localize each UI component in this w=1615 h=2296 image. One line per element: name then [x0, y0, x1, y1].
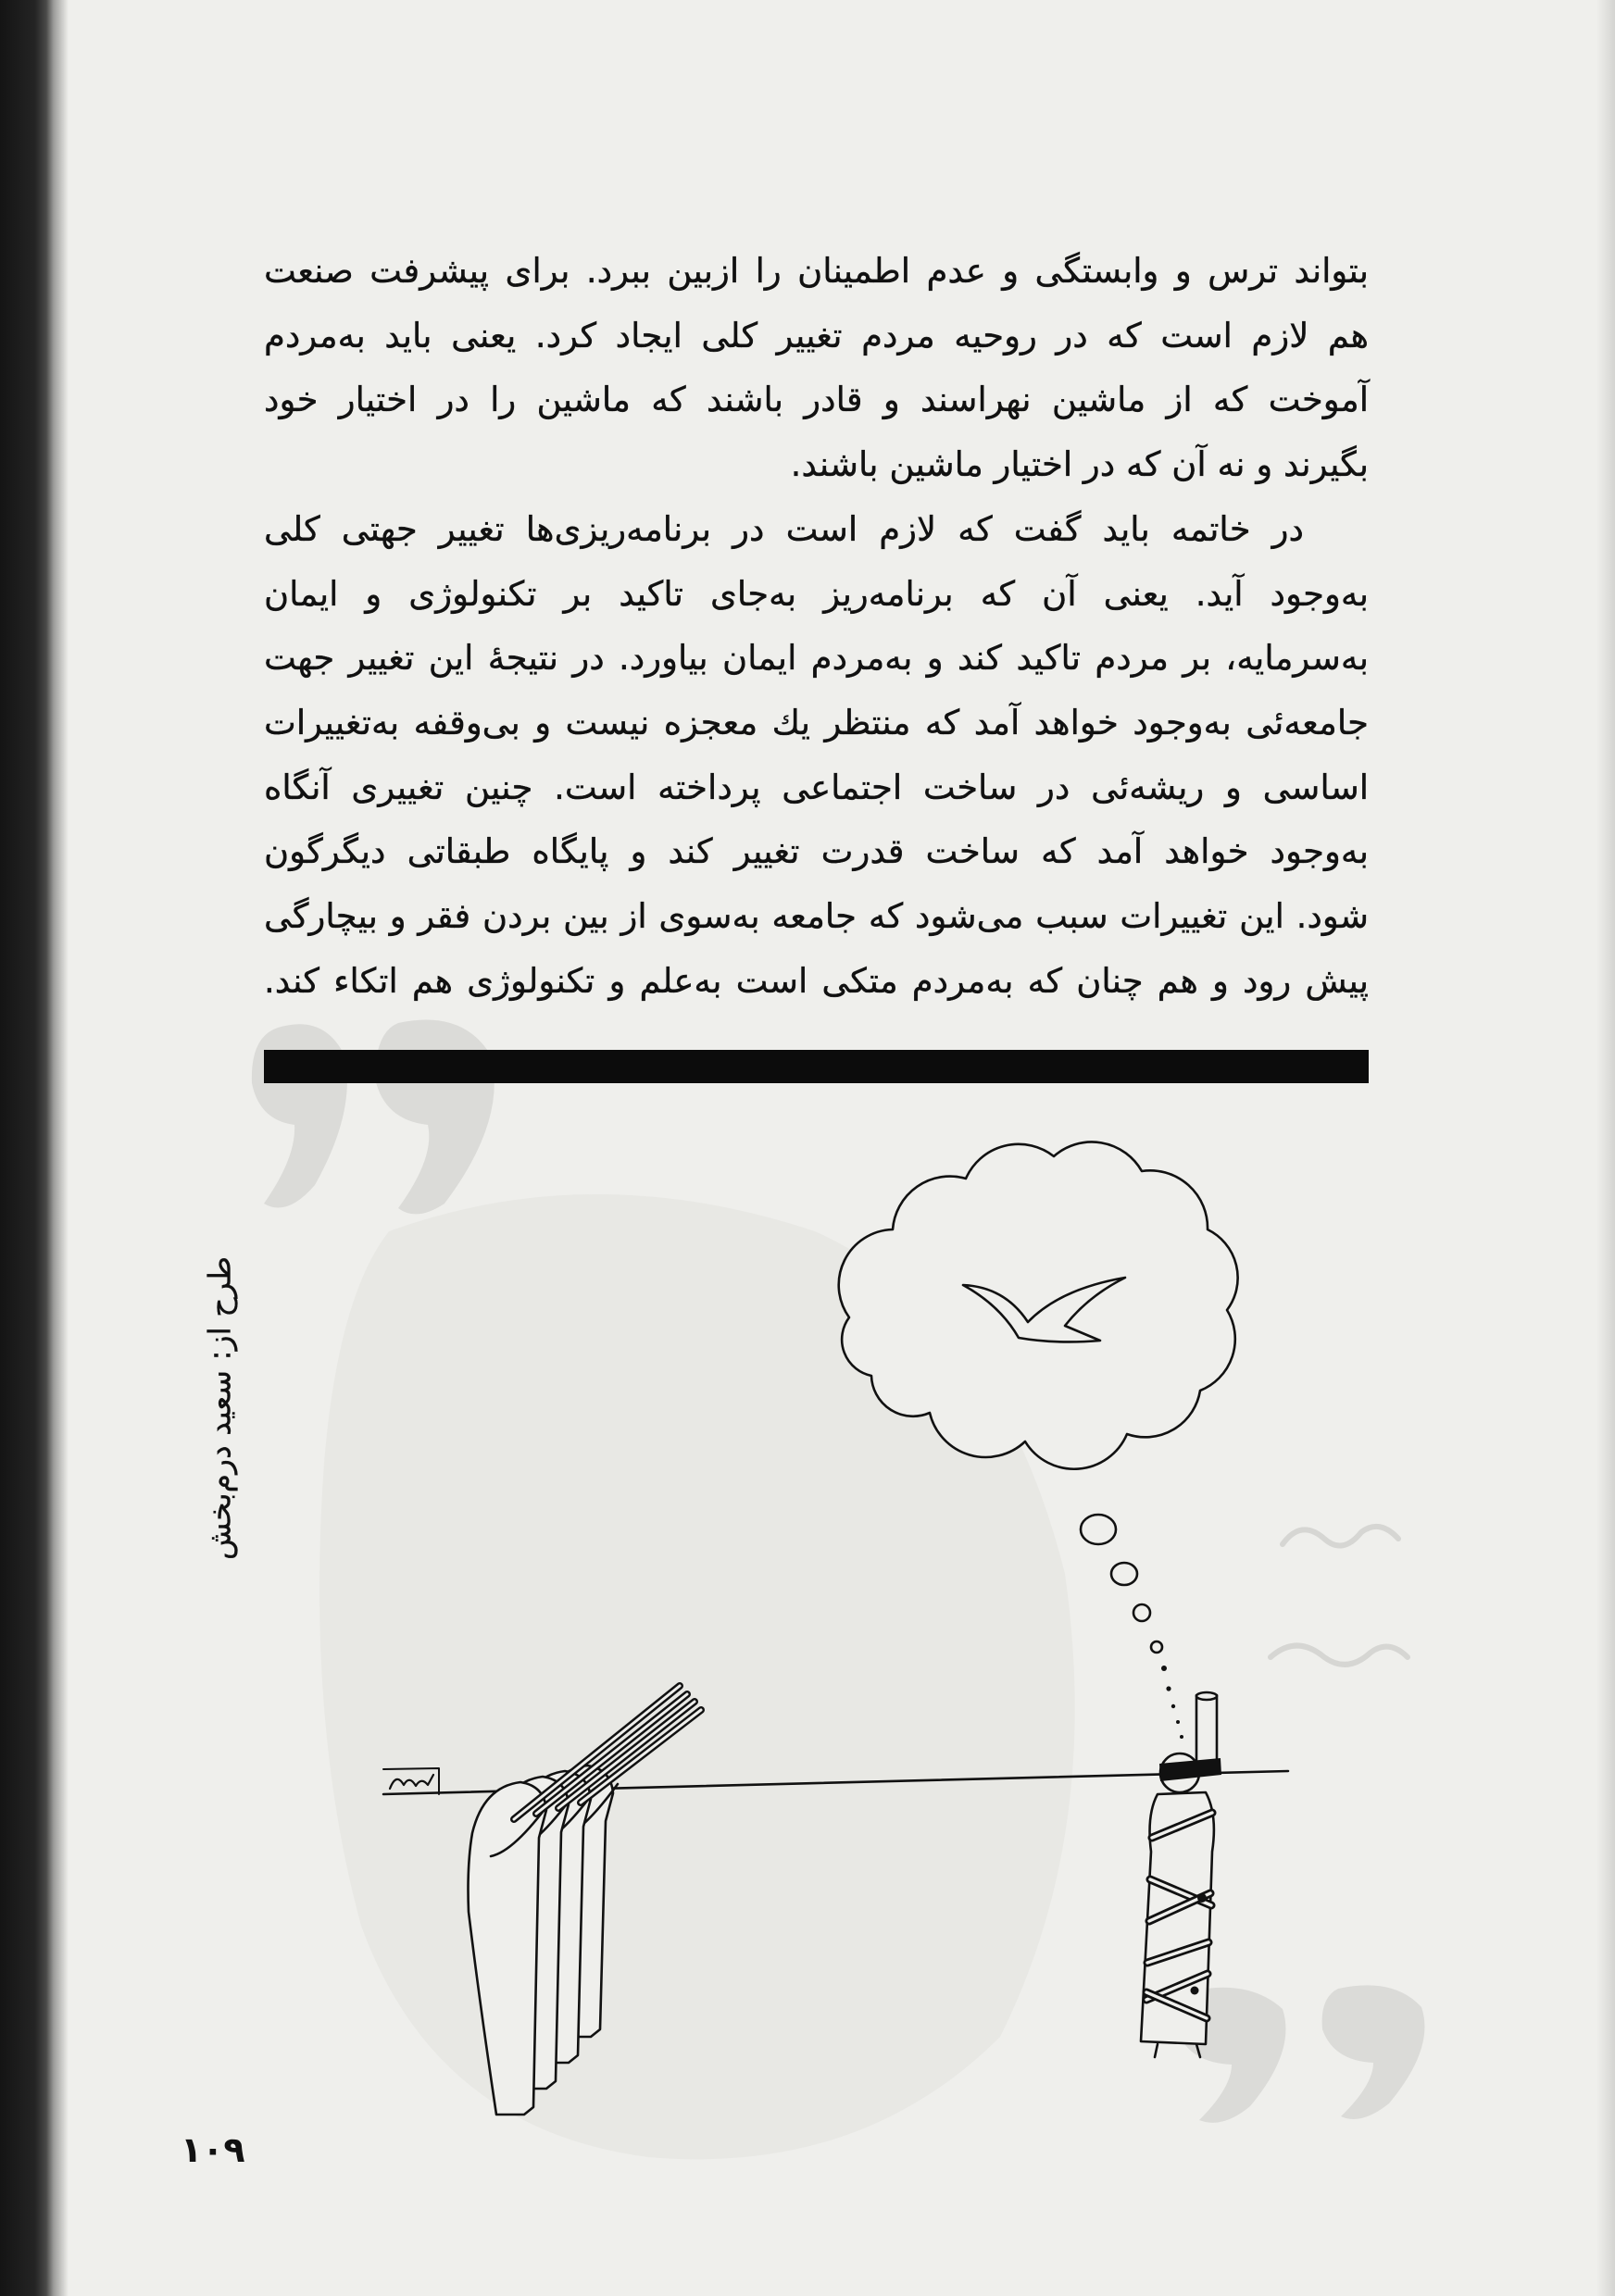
text-line: در خاتمه باید گفت که لازم است در برنامه‌ریزی‌ها تغییر جهتی کلی	[264, 508, 1304, 549]
text-line: به‌سرمایه، بر مردم تاکید کند و به‌مردم ایمان بیاورد. در نتیجهٔ این تغییر جهت	[264, 638, 1369, 679]
text-line: جامعه‌ئی به‌وجود خواهد آمد که منتظر یك معجزه نیست و بی‌وقفه به‌تغییرات	[264, 702, 1369, 742]
text-line: به‌وجود آید. یعنی آن که برنامه‌ریز به‌جای تاکید بر تکنولوژی و ایمان	[264, 573, 1369, 614]
bleed-through-scribble	[1283, 1527, 1398, 1546]
bleed-through	[252, 1020, 1425, 2160]
text-line: بتواند ترس و وابستگی و عدم اطمینان را ازبین ببرد. برای پیشرفت صنعت	[264, 251, 1369, 291]
text-line: به‌وجود خواهد آمد که ساخت قدرت تغییر کند و پایگاه طبقاتی دیگرگون	[264, 831, 1369, 872]
text-line: آموخت که از ماشین نهراسند و قادر باشند که ماشین را در اختیار خود	[264, 380, 1369, 420]
rope-knot	[1197, 1893, 1207, 1903]
text-line: اساسی و ریشه‌ئی در ساخت اجتماعی پرداخته است. چنین تغییری آنگاه	[264, 767, 1369, 807]
thought-dot	[1176, 1720, 1180, 1724]
thought-bubble	[1151, 1641, 1162, 1653]
paragraph	[264, 239, 1369, 497]
thought-dot	[1171, 1704, 1175, 1708]
bleed-through-scribble	[1271, 1646, 1408, 1665]
thought-bubble	[1081, 1515, 1116, 1544]
text-line: پیش رود و هم چنان که به‌مردم متکی است به‌علم و تکنولوژی هم اتکاء کند.	[264, 960, 1369, 1001]
divider-bar	[264, 1050, 1369, 1083]
thought-bubble	[1133, 1604, 1150, 1621]
bleed-through-quote-mark	[1322, 1985, 1425, 2119]
illustration-credit: طرح از: سعید درم‌بخش	[201, 1256, 238, 1560]
paragraph	[264, 497, 1369, 1014]
page-number: ۱۰۹	[181, 2129, 245, 2170]
body-text	[264, 239, 1369, 1013]
scan-edge	[0, 0, 69, 2296]
rope-knot	[1191, 1987, 1199, 1995]
text-line: بگیرند و نه آن که در اختیار ماشین باشند.	[790, 444, 1369, 485]
thought-dot	[1166, 1686, 1171, 1691]
thought-dot	[1161, 1666, 1167, 1671]
thought-dot	[1180, 1735, 1183, 1739]
text-line: شود. این تغییرات سبب می‌شود که جامعه به‌سوی از بین بردن فقر و بیچارگی	[264, 896, 1369, 937]
scan-edge	[1596, 0, 1615, 2296]
text-line: هم لازم است که در روحیه مردم تغییر کلی ایجاد کرد. یعنی باید به‌مردم	[264, 315, 1369, 356]
thought-bubble	[1111, 1563, 1137, 1585]
